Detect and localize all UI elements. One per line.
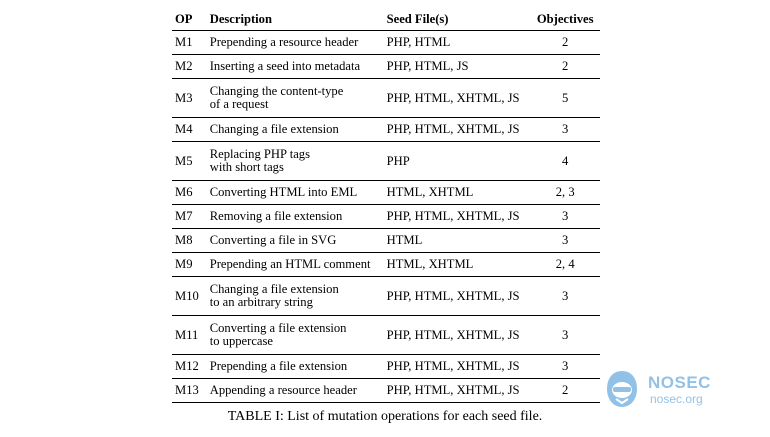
header-objectives: Objectives: [530, 8, 600, 31]
cell-description: Removing a file extension: [207, 205, 384, 229]
cell-op: M1: [172, 31, 207, 55]
table-caption: TABLE I: List of mutation operations for each seed file.: [227, 409, 543, 424]
table-header-row: [172, 8, 600, 31]
cell-objectives: 3: [530, 229, 600, 253]
cell-seed-files: HTML, XHTML: [384, 181, 531, 205]
cell-objectives: 3: [530, 355, 600, 379]
cell-op: M12: [172, 355, 207, 379]
table-row: [172, 229, 600, 253]
nosec-watermark: [604, 367, 724, 411]
cell-objectives: 2, 3: [530, 181, 600, 205]
table-row: [172, 142, 600, 181]
cell-objectives: 3: [530, 316, 600, 355]
cell-objectives: 5: [530, 79, 600, 118]
cell-description: Appending a resource header: [207, 379, 384, 403]
cell-objectives: 3: [530, 118, 600, 142]
mutation-operations-table: [172, 8, 600, 403]
cell-op: M10: [172, 277, 207, 316]
cell-op: M6: [172, 181, 207, 205]
cell-description: Prepending a resource header: [207, 31, 384, 55]
cell-seed-files: PHP, HTML, XHTML, JS: [384, 316, 531, 355]
cell-description: Converting a file in SVG: [207, 229, 384, 253]
cell-op: M3: [172, 79, 207, 118]
table-row: [172, 379, 600, 403]
cell-seed-files: PHP: [384, 142, 531, 181]
cell-op: M11: [172, 316, 207, 355]
cell-description: Prepending an HTML comment: [207, 253, 384, 277]
cell-objectives: 3: [530, 205, 600, 229]
cell-seed-files: HTML, XHTML: [384, 253, 531, 277]
table-row: [172, 31, 600, 55]
cell-objectives: 3: [530, 277, 600, 316]
cell-op: M9: [172, 253, 207, 277]
header-op: OP: [172, 8, 207, 31]
table-row: [172, 205, 600, 229]
cell-description: Inserting a seed into metadata: [207, 55, 384, 79]
cell-op: M4: [172, 118, 207, 142]
cell-seed-files: PHP, HTML: [384, 31, 531, 55]
cell-description: Changing the content-type of a request: [207, 79, 384, 118]
mutation-table-container: [172, 8, 600, 403]
cell-objectives: 2: [530, 379, 600, 403]
cell-objectives: 4: [530, 142, 600, 181]
table-row: [172, 79, 600, 118]
table-row: [172, 181, 600, 205]
table-row: [172, 55, 600, 79]
header-description: Description: [207, 8, 384, 31]
cell-seed-files: PHP, HTML, XHTML, JS: [384, 79, 531, 118]
header-seed-files: Seed File(s): [384, 8, 531, 31]
cell-seed-files: PHP, HTML, XHTML, JS: [384, 355, 531, 379]
cell-op: M7: [172, 205, 207, 229]
cell-seed-files: PHP, HTML, XHTML, JS: [384, 205, 531, 229]
cell-description: Converting a file extension to uppercase: [207, 316, 384, 355]
watermark-name: NOSEC: [648, 373, 711, 392]
cell-description: Converting HTML into EML: [207, 181, 384, 205]
cell-op: M5: [172, 142, 207, 181]
cell-seed-files: PHP, HTML, JS: [384, 55, 531, 79]
cell-description: Changing a file extension: [207, 118, 384, 142]
table-row: [172, 277, 600, 316]
cell-seed-files: HTML: [384, 229, 531, 253]
cell-description: Changing a file extension to an arbitrary string: [207, 277, 384, 316]
cell-objectives: 2, 4: [530, 253, 600, 277]
cell-description: Replacing PHP tags with short tags: [207, 142, 384, 181]
table-row: [172, 316, 600, 355]
cell-objectives: 2: [530, 55, 600, 79]
cell-op: M2: [172, 55, 207, 79]
cell-op: M13: [172, 379, 207, 403]
cell-op: M8: [172, 229, 207, 253]
table-row: [172, 253, 600, 277]
cell-objectives: 2: [530, 31, 600, 55]
cell-seed-files: PHP, HTML, XHTML, JS: [384, 277, 531, 316]
hooded-agent-logo-icon: [604, 369, 640, 409]
cell-seed-files: PHP, HTML, XHTML, JS: [384, 379, 531, 403]
cell-description: Prepending a file extension: [207, 355, 384, 379]
cell-seed-files: PHP, HTML, XHTML, JS: [384, 118, 531, 142]
table-row: [172, 355, 600, 379]
table-row: [172, 118, 600, 142]
watermark-url: nosec.org: [650, 392, 703, 406]
